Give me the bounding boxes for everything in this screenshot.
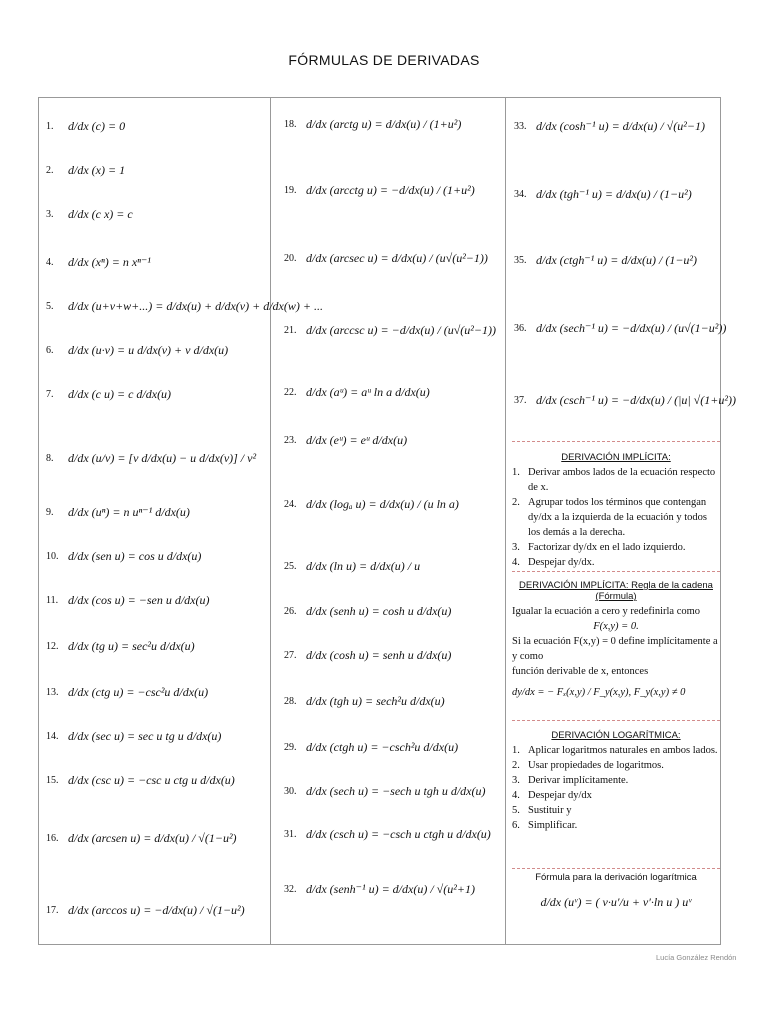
formula-expression: d/dx (logₐ u) = d/dx(u) / (u ln a) (306, 496, 459, 511)
formula-expression: d/dx (c) = 0 (68, 118, 126, 133)
formula-expression: d/dx (u·v) = u d/dx(v) + v d/dx(u) (68, 342, 229, 357)
formula-item (284, 820, 491, 848)
step-item (512, 803, 720, 818)
formula-expression: d/dx (arcctg u) = −d/dx(u) / (1+u²) (306, 182, 475, 197)
step-number: 1. (512, 745, 520, 756)
formula-expression: d/dx (cos u) = −sen u d/dx(u) (68, 592, 210, 607)
formula-expression: d/dx (tg u) = sec²u d/dx(u) (68, 638, 195, 653)
formula-expression: d/dx (senh u) = cosh u d/dx(u) (306, 603, 452, 618)
formula-item (284, 875, 475, 903)
step-text: Simplificar. (528, 820, 578, 831)
logarithmic-formula-section (512, 872, 720, 910)
formula-number: 29. (284, 741, 297, 753)
formula-expression: d/dx (csc u) = −csc u ctg u d/dx(u) (68, 772, 235, 787)
formula-expression: d/dx (ln u) = d/dx(u) / u (306, 558, 421, 573)
formula-number: 32. (284, 883, 297, 895)
formula-number: 17. (46, 904, 59, 916)
formula-item (46, 112, 125, 140)
formula-item (284, 687, 445, 715)
formula-expression: d/dx (arccsc u) = −d/dx(u) / (u√(u²−1)) (306, 322, 496, 337)
formula-number: 34. (514, 188, 527, 200)
chain-line-2: Si la ecuación F(x,y) = 0 define implícitamente a y como (512, 636, 718, 662)
formula-expression: d/dx (cosh u) = senh u d/dx(u) (306, 647, 452, 662)
formula-number: 24. (284, 498, 297, 510)
chain-line-1: Igualar la ecuación a cero y redefinirla como (512, 606, 701, 617)
formula-number: 30. (284, 785, 297, 797)
formula-item (46, 896, 245, 924)
formula-expression: d/dx (csch⁻¹ u) = −d/dx(u) / (|u| √(1+u²)) (536, 392, 736, 407)
formula-item (46, 444, 256, 472)
formula-item (46, 586, 210, 614)
formula-number: 13. (46, 686, 59, 698)
step-item (512, 788, 720, 803)
section-divider (512, 720, 720, 721)
formula-number: 4. (46, 256, 54, 268)
formula-number: 37. (514, 394, 527, 406)
logarithmic-formula: d/dx (uᵛ) = ( v·u′/u + v′·ln u ) uᵛ (540, 895, 692, 909)
formula-expression: d/dx (ctg u) = −csc²u d/dx(u) (68, 684, 209, 699)
formula-item (514, 180, 692, 208)
formula-item (284, 378, 430, 406)
section-divider (512, 571, 720, 572)
logarithmic-steps (512, 743, 720, 833)
formula-item (284, 641, 451, 669)
chain-rule-section (512, 580, 720, 700)
step-number: 3. (512, 775, 520, 786)
formula-item (514, 386, 736, 414)
formula-number: 20. (284, 252, 297, 264)
formula-number: 31. (284, 828, 297, 840)
chain-equation: F(x,y) = 0. (593, 621, 639, 632)
column-divider (505, 97, 506, 945)
formula-number: 22. (284, 386, 297, 398)
formula-expression: d/dx (arctg u) = d/dx(u) / (1+u²) (306, 116, 462, 131)
formula-number: 3. (46, 208, 54, 220)
formula-expression: d/dx (sech u) = −sech u tgh u d/dx(u) (306, 783, 486, 798)
formula-expression: d/dx (arcsec u) = d/dx(u) / (u√(u²−1)) (306, 250, 488, 265)
page-title: FÓRMULAS DE DERIVADAS (288, 52, 480, 68)
formula-expression: d/dx (aᵘ) = aᵘ ln a d/dx(u) (306, 384, 430, 399)
formula-number: 1. (46, 120, 54, 132)
formula-item (46, 824, 237, 852)
formula-item (46, 292, 323, 320)
formula-expression: d/dx (senh⁻¹ u) = d/dx(u) / √(u²+1) (306, 881, 475, 896)
formula-expression: d/dx (c x) = c (68, 206, 133, 221)
formula-number: 12. (46, 640, 59, 652)
step-number: 5. (512, 805, 520, 816)
formula-item (284, 777, 485, 805)
formula-number: 19. (284, 184, 297, 196)
step-number: 3. (512, 542, 520, 553)
step-number: 4. (512, 557, 520, 568)
formula-item (284, 316, 496, 344)
formula-item (284, 490, 459, 518)
formula-expression: d/dx (tgh u) = sech²u d/dx(u) (306, 693, 445, 708)
step-number: 2. (512, 760, 520, 771)
step-text: Despejar dy/dx. (528, 557, 595, 568)
logarithmic-formula-title: Fórmula para la derivación logarítmica (535, 872, 697, 883)
formula-item (46, 632, 195, 660)
formula-expression: d/dx (ctgh⁻¹ u) = d/dx(u) / (1−u²) (536, 252, 698, 267)
formula-item (46, 380, 171, 408)
chain-line-3: función derivable de x, entonces (512, 666, 649, 677)
chain-title: DERIVACIÓN IMPLÍCITA: Regla de la cadena (Fórmula) (519, 580, 713, 602)
formula-item (46, 498, 190, 526)
formula-number: 10. (46, 550, 59, 562)
formula-number: 14. (46, 730, 59, 742)
formula-expression: d/dx (sec u) = sec u tg u d/dx(u) (68, 728, 222, 743)
step-item (512, 818, 720, 833)
formula-number: 8. (46, 452, 54, 464)
formula-number: 18. (284, 118, 297, 130)
formula-expression: d/dx (x) = 1 (68, 162, 126, 177)
formula-item (46, 200, 133, 228)
formula-number: 6. (46, 344, 54, 356)
step-text: Usar propiedades de logaritmos. (528, 760, 664, 771)
step-text: Agrupar todos los términos que contengan dy/dx a la izquierda de la ecuación y todos los demás a la derecha. (528, 497, 708, 538)
chain-formula: dy/dx = − Fₓ(x,y) / F_y(x,y), F_y(x,y) ≠ 0 (512, 687, 686, 698)
step-item (512, 540, 720, 555)
formula-item (514, 314, 726, 342)
step-item (512, 465, 720, 495)
formula-expression: d/dx (eᵘ) = eᵘ d/dx(u) (306, 432, 408, 447)
step-number: 2. (512, 497, 520, 508)
formula-number: 28. (284, 695, 297, 707)
formula-number: 11. (46, 594, 59, 606)
formula-expression: d/dx (sen u) = cos u d/dx(u) (68, 548, 202, 563)
step-item (512, 495, 720, 540)
formula-number: 5. (46, 300, 54, 312)
formula-item (284, 426, 407, 454)
formula-number: 25. (284, 560, 297, 572)
step-item (512, 773, 720, 788)
formula-item (284, 244, 488, 272)
formula-expression: d/dx (c u) = c d/dx(u) (68, 386, 172, 401)
formula-item (46, 336, 228, 364)
step-text: Derivar ambos lados de la ecuación respecto de x. (528, 467, 716, 493)
formula-item (46, 156, 125, 184)
formula-item (284, 733, 458, 761)
formula-number: 33. (514, 120, 527, 132)
formula-item (514, 246, 697, 274)
column-divider (270, 97, 271, 945)
step-item (512, 758, 720, 773)
formula-item (284, 176, 475, 204)
formula-item (46, 542, 201, 570)
formula-item (514, 112, 705, 140)
step-item (512, 743, 720, 758)
logarithmic-derivation-section (512, 730, 720, 833)
formula-expression: d/dx (arcsen u) = d/dx(u) / √(1−u²) (68, 830, 237, 845)
formula-number: 9. (46, 506, 54, 518)
author-credit: Lucía González Rendón (656, 953, 737, 962)
formula-expression: d/dx (u/v) = [v d/dx(u) − u d/dx(v)] / v² (68, 450, 257, 465)
formula-item (46, 678, 208, 706)
step-text: Aplicar logaritmos naturales en ambos lados. (528, 745, 718, 756)
step-number: 1. (512, 467, 520, 478)
formula-item (284, 597, 451, 625)
step-text: Sustituir y (528, 805, 572, 816)
section-divider (512, 441, 720, 442)
formula-expression: d/dx (arccos u) = −d/dx(u) / √(1−u²) (68, 902, 245, 917)
formula-item (46, 722, 221, 750)
formula-expression: d/dx (u+v+w+...) = d/dx(u) + d/dx(v) + d/dx(w) + ... (68, 298, 323, 313)
formula-expression: d/dx (sech⁻¹ u) = −d/dx(u) / (u√(1−u²)) (536, 320, 727, 335)
formula-number: 26. (284, 605, 297, 617)
implicit-title: DERIVACIÓN IMPLÍCITA: (561, 452, 671, 463)
formula-number: 16. (46, 832, 59, 844)
step-text: Derivar implícitamente. (528, 775, 629, 786)
step-number: 4. (512, 790, 520, 801)
implicit-steps (512, 465, 720, 570)
formula-number: 36. (514, 322, 527, 334)
formula-item (46, 766, 235, 794)
formula-item (284, 552, 420, 580)
formula-number: 2. (46, 164, 54, 176)
formula-number: 21. (284, 324, 297, 336)
step-item (512, 555, 720, 570)
formula-number: 23. (284, 434, 297, 446)
formula-expression: d/dx (xⁿ) = n xⁿ⁻¹ (68, 254, 151, 269)
formula-number: 35. (514, 254, 527, 266)
formula-expression: d/dx (csch u) = −csch u ctgh u d/dx(u) (306, 826, 491, 841)
formula-number: 27. (284, 649, 297, 661)
section-divider (512, 868, 720, 869)
formula-expression: d/dx (uⁿ) = n uⁿ⁻¹ d/dx(u) (68, 504, 190, 519)
step-number: 6. (512, 820, 520, 831)
formula-number: 15. (46, 774, 59, 786)
formula-number: 7. (46, 388, 54, 400)
formula-item (284, 110, 461, 138)
implicit-derivation-section (512, 452, 720, 570)
logarithmic-title: DERIVACIÓN LOGARÍTMICA: (551, 730, 681, 741)
formula-expression: d/dx (ctgh u) = −csch²u d/dx(u) (306, 739, 459, 754)
formula-expression: d/dx (tgh⁻¹ u) = d/dx(u) / (1−u²) (536, 186, 692, 201)
formula-item (46, 248, 151, 276)
step-text: Despejar dy/dx (528, 790, 592, 801)
formula-expression: d/dx (cosh⁻¹ u) = d/dx(u) / √(u²−1) (536, 118, 705, 133)
step-text: Factorizar dy/dx en el lado izquierdo. (528, 542, 686, 553)
